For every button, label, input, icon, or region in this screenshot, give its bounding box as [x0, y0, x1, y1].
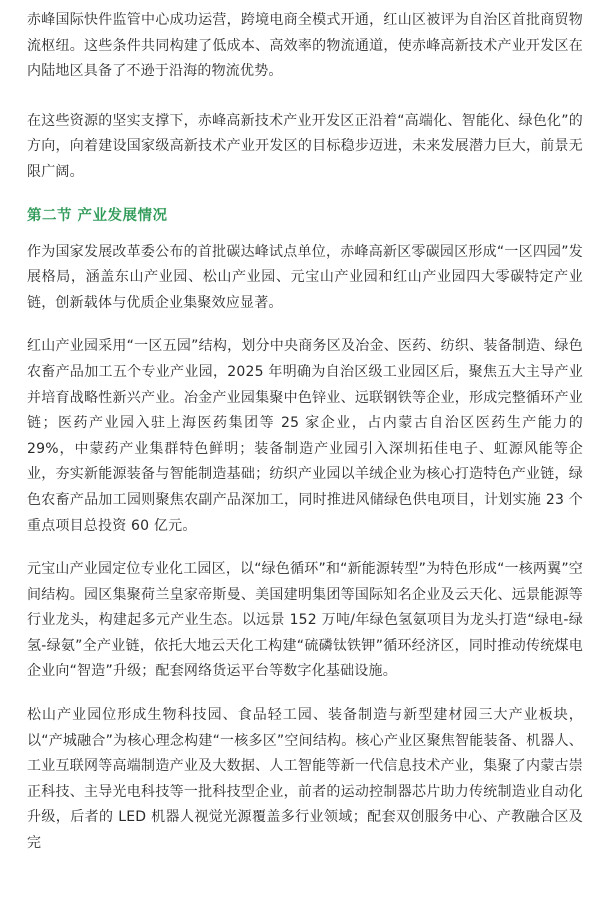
body-paragraph: 在这些资源的坚实支撑下，赤峰高新技术产业开发区正沿着“高端化、智能化、绿色化”的方向，向着建设国家级高新技术产业开发区的目标稳步迈进，未来发展潜力巨大，前景无限广阔。	[27, 112, 583, 180]
document-page	[27, 8, 588, 875]
body-paragraph: 松山产业园位形成生物科技园、食品轻工园、装备制造与新型建材园三大产业板块，以“产城融合”为核心理念构建“一核多区”空间结构。核心产业区聚焦智能装备、机器人、工业互联网等高端制造产业及大数据、人工智能等新一代信息技术产业，集聚了内蒙古崇正科技、主导光电科技等一批科技型企业，前者的运动控制器芯片助力传统制造业自动化升级，后者的 LED 机器人视觉光源覆盖多行业领域；配套双创服务中心、产教融合区及完	[27, 707, 583, 852]
body-paragraph: 赤峰国际快件监管中心成功运营，跨境电商全模式开通，红山区被评为自治区首批商贸物流枢纽。这些条件共同构建了低成本、高效率的物流通道，使赤峰高新技术产业开发区在内陆地区具备了不逊于沿海的物流优势。	[27, 12, 583, 80]
section-heading: 第二节 产业发展情况	[27, 207, 168, 224]
body-paragraph: 红山产业园采用“一区五园”结构，划分中央商务区及冶金、医药、纺织、装备制造、绿色农畜产品加工五个专业产业园，2025 年明确为自治区级工业园区后，聚焦五大主导产业并培育战略性新兴产业。冶金产业园集聚中色锌业、远联钢铁等企业，形成完整循环产业链；医药产业园入驻上海医药集团等 25 家企业，占内蒙古自治区医药生产能力的 29%，中蒙药产业集群特色鲜明；装备制造产业园引入深圳拓佳电子、虹源风能等企业，夯实新能源装备与智能制造基础；纺织产业园以羊绒企业为核心打造特色产业链，绿色农畜产品加工园则聚焦农副产品深加工，同时推进风储绿色供电项目，计划实施 23 个重点项目总投资 60 亿元。	[27, 338, 588, 534]
body-paragraph: 作为国家发展改革委公布的首批碳达峰试点单位，赤峰高新区零碳园区形成“一区四园”发展格局，涵盖东山产业园、松山产业园、元宝山产业园和红山产业园四大零碳特定产业链，创新载体与优质企业集聚效应显著。	[27, 243, 583, 311]
body-paragraph: 元宝山产业园定位专业化工园区，以“绿色循环”和“新能源转型”为特色形成“一核两翼”空间结构。园区集聚荷兰皇家帝斯曼、美国建明集团等国际知名企业及云天化、远景能源等行业龙头，构建起多元产业生态。以远景 152 万吨/年绿色氢氨项目为龙头打造“绿电-绿氢-绿氨”全产业链，依托大地云天化工构建“硫磷钛铁钾”循环经济区，同时推动传统煤电企业向“智造”升级；配套网络货运平台等数字化基础设施。	[27, 561, 583, 680]
